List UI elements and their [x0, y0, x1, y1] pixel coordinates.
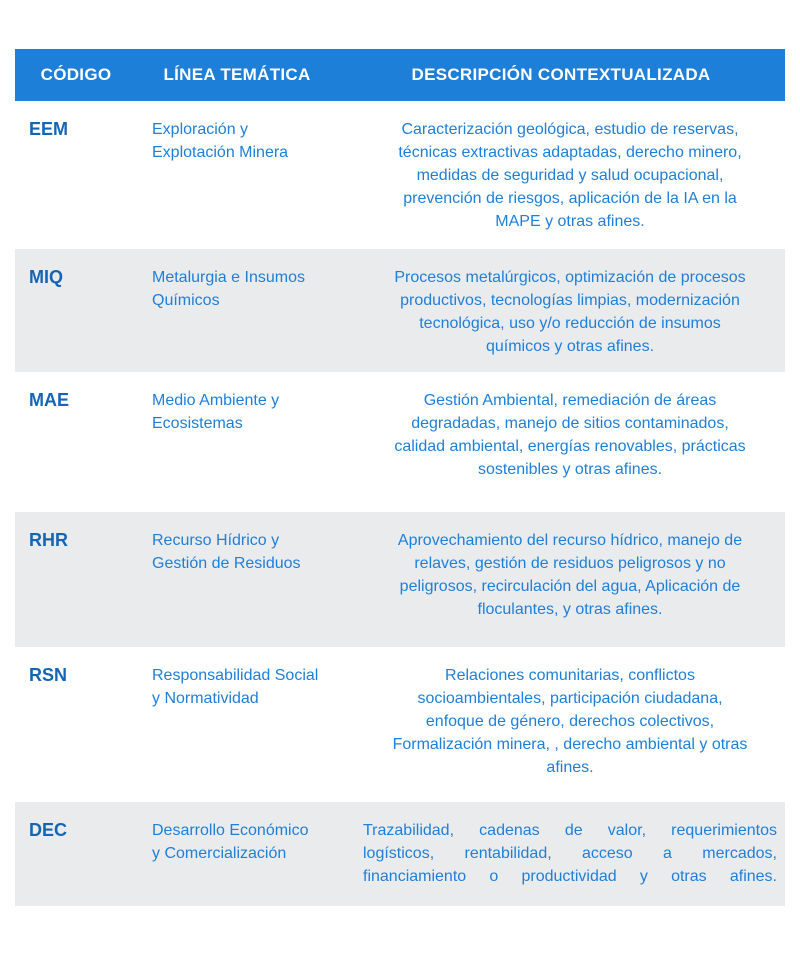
row-line: Medio Ambiente y Ecosistemas: [152, 392, 280, 432]
row-line: Recurso Hídrico y Gestión de Residuos: [152, 532, 301, 572]
row-description: Caracterización geológica, estudio de reservas, técnicas extractivas adaptadas, derecho minero, medidas de seguridad y salud ocupacional, prevención de riesgos, aplicación de la IA en la MAPE y otras afines.: [398, 121, 742, 230]
thematic-lines-table: [15, 49, 785, 906]
row-code: EEM: [29, 119, 69, 139]
table-header: [15, 49, 785, 101]
row-code: MAE: [29, 390, 69, 410]
header-line: LÍNEA TEMÁTICA: [163, 65, 311, 84]
row-code: MIQ: [29, 267, 63, 287]
row-code: RSN: [29, 665, 68, 685]
row-description: Relaciones comunitarias, conflictos socioambientales, participación ciudadana, enfoque de género, derechos colectivos, Formalización minera, , derecho ambiental y otras afines.: [392, 667, 748, 776]
table-row: [15, 372, 785, 512]
header-description: DESCRIPCIÓN CONTEXTUALIZADA: [411, 65, 711, 84]
table-row: [15, 101, 785, 249]
table-row: [15, 647, 785, 802]
row-description: Procesos metalúrgicos, optimización de procesos productivos, tecnologías limpias, modernización tecnológica, uso y/o reducción de insumos químicos y otras afines.: [394, 269, 746, 355]
row-description: Trazabilidad, cadenas de valor, requerimientos logísticos, rentabilidad, acceso a mercados, financiamiento o productividad y otras afines.: [363, 822, 777, 885]
table-row: [15, 249, 785, 372]
header-code: CÓDIGO: [40, 65, 112, 84]
row-code: DEC: [29, 820, 68, 840]
row-line: Exploración y Explotación Minera: [152, 121, 289, 161]
row-description: Aprovechamiento del recurso hídrico, manejo de relaves, gestión de residuos peligrosos y no peligrosos, recirculación del agua, Aplicación de floculantes, y otras afines.: [397, 532, 743, 618]
row-line: Desarrollo Económico y Comercialización: [152, 822, 309, 862]
row-code: RHR: [29, 530, 68, 550]
row-line: Responsabilidad Social y Normatividad: [152, 667, 319, 707]
row-line: Metalurgia e Insumos Químicos: [152, 269, 305, 309]
table-row: [15, 802, 785, 906]
row-description: Gestión Ambiental, remediación de áreas degradadas, manejo de sitios contaminados, calidad ambiental, energías renovables, prácticas sostenibles y otras afines.: [394, 392, 746, 478]
table-row: [15, 512, 785, 647]
